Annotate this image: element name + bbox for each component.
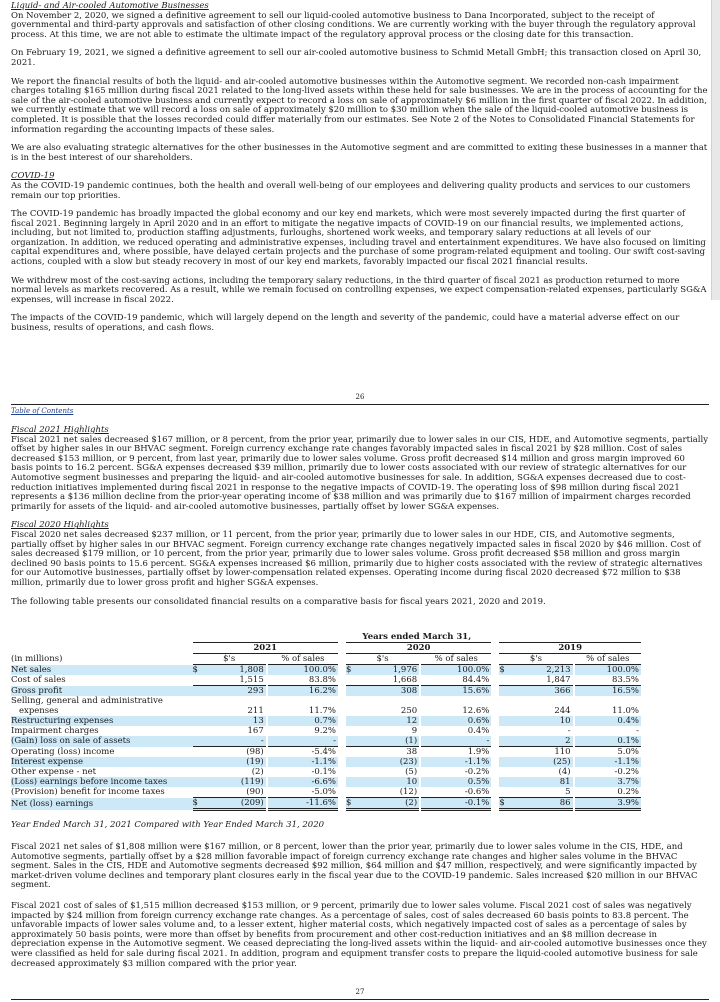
cell-v2: 250: [400, 706, 418, 716]
table-row: [11, 798, 641, 810]
cell-p3: [575, 696, 641, 706]
cell-c1: $: [193, 798, 203, 810]
cell-c1: [193, 726, 203, 736]
cell-v3: 366: [509, 686, 572, 697]
cell-p2: -1.1%: [421, 757, 491, 767]
cell-c2: $: [346, 798, 356, 810]
table-super-header: Years ended March 31,: [362, 632, 472, 642]
cell-v2: 308: [356, 686, 419, 697]
table-row: [11, 757, 641, 767]
cell-v3: 110: [554, 747, 571, 757]
table-row: [11, 767, 641, 777]
cell-v2: 10: [356, 777, 419, 787]
page-bottom-rule: [11, 999, 709, 1000]
cell-c1: [193, 675, 203, 686]
row-label: Operating (loss) income: [11, 746, 115, 757]
paragraph-dana-sale: On November 2, 2020, we signed a definitive agreement to sell our liquid-cooled automotive business to Dana Incorporated, subject to the receipt of governmental and third-party approvals and satisfaction of other closing conditions. We are currently working with the buyer through the regulatory approval process. At this time, we are not able to estimate the ultimate impact of the regulatory approval process or the closing date for this transaction.: [11, 10, 696, 40]
section-title-liquid-air: Liquid- and Air-cooled Automotive Businesses: [11, 1, 209, 11]
cell-p1: [268, 696, 338, 706]
cell-c2: [346, 736, 356, 747]
cell-p2: [421, 696, 491, 706]
cell-p3: -0.2%: [614, 767, 639, 777]
cell-v1: (2): [251, 767, 264, 777]
table-of-contents-link[interactable]: Table of Contents: [11, 407, 74, 415]
cell-c2: [346, 696, 356, 706]
page-26-text: [11, 2, 708, 334]
cell-c1: $: [193, 665, 203, 676]
page-number-27: 27: [355, 988, 365, 996]
cell-p2: -: [421, 736, 491, 747]
cell-p1: 9.2%: [314, 726, 336, 736]
paragraph-covid-priorities: As the COVID-19 pandemic continues, both the health and overall well-being of our employees and delivering quality products and services to our customers remain our top priorities.: [11, 180, 691, 201]
table-row: [11, 696, 641, 706]
cell-c3: [499, 706, 509, 716]
cell-p3: 0.1%: [575, 736, 641, 747]
cell-v3: 86: [509, 798, 572, 810]
cell-p3: 0.2%: [575, 787, 641, 798]
paragraph-cost-saving-withdrawn: We withdrew most of the cost-saving actions, including the temporary salary reductions, in the third quarter of fiscal 2021 as production returned to more normal levels as markets recovered. As a result, while we remain focused on controlling expenses, we expect compensation-related expenses, particularly SG&A expenses, will increase in fiscal 2022.: [11, 275, 707, 305]
cell-p3: -1.1%: [575, 757, 641, 767]
cell-v3: (4): [558, 767, 571, 777]
cell-p1: 83.8%: [268, 675, 338, 686]
cell-c1: [193, 696, 203, 706]
table-row: [11, 747, 641, 758]
cell-c3: [499, 767, 509, 777]
cell-v1: -: [203, 736, 266, 747]
cell-v2: 12: [356, 716, 419, 726]
row-label: Other expense - net: [11, 767, 97, 777]
cell-p2: 84.4%: [421, 675, 491, 686]
section-title-fiscal-2020: Fiscal 2020 Highlights: [11, 520, 109, 531]
cell-v1: (98): [246, 747, 264, 757]
financial-results-table: [11, 632, 641, 811]
cell-p1: 11.7%: [308, 706, 336, 716]
cell-v1: 167: [247, 726, 264, 736]
cell-c2: [346, 787, 356, 798]
cell-v2: 1,976: [356, 665, 419, 676]
section-title-fiscal-2021: Fiscal 2021 Highlights: [11, 425, 109, 435]
page-break-rule: [11, 404, 709, 405]
cell-v2: (2): [356, 798, 419, 810]
cell-c2: [346, 767, 356, 777]
year-header-2020: 2020: [346, 643, 491, 654]
row-label: Cost of sales: [11, 675, 66, 686]
units-label: (in millions): [11, 654, 63, 664]
row-label: Interest expense: [11, 757, 190, 767]
row-label: (Loss) earnings before income taxes: [11, 777, 190, 787]
row-label: (Gain) loss on sale of assets: [11, 736, 190, 747]
section-title-covid: COVID-19: [11, 171, 55, 182]
cell-p2: -0.2%: [464, 767, 490, 777]
paragraph-fiscal-2021: Fiscal 2021 net sales decreased $167 million, or 8 percent, from the prior year, primarily due to lower sales in our CIS, HDE, and Automotive segments, partially offset by higher sales in our BHVAC segment. Foreign currency exchange rate changes favorably impacted sales in fiscal 2021 by $28 million. Cost of sales decreased $153 million, or 9 percent, from last year, primarily due to lower sales volume. Gross profit decreased $14 million and gross margin improved 60 basis points to 16.2 percent. SG&A expenses decreased $39 million, primarily due to lower costs associated with our review of strategic alternatives for our Automotive segment businesses and preparing the liquid- and air-cooled automotive businesses for sale. In addition, SG&A expenses decreased due to cost-reduction initiatives implemented during fiscal 2021 in response to the negative impacts of COVID-19. The operating loss of $98 million during fiscal 2021 represents a $136 million decline from the prior-year operating income of $38 million and was primarily due to $167 million of impairment charges recorded primarily for assets of the liquid- and air-cooled automotive businesses, partially offset by lower SG&A expenses.: [11, 434, 709, 512]
paragraph-net-sales: Fiscal 2021 net sales of $1,808 million were $167 million, or 8 percent, lower than the prior year, primarily due to lower sales volume in the CIS, HDE, and Automotive segments, partially offset by a $28 million favorable impact of foreign currency exchange rate changes and higher sales volume in the BHVAC segment. Sales in the CIS, HDE and Automotive segments decreased $92 million, $64 million and $47 million, respectively, and were significantly impacted by market-driven volume declines and temporary plant closures early in the fiscal year due to the COVID-19 pandemic. Sales increased $20 million in our BHVAC segment.: [11, 842, 698, 891]
cell-v1: 211: [247, 706, 264, 716]
cell-v3: (25): [509, 757, 572, 767]
paragraph-covid-adverse-effect: The impacts of the COVID-19 pandemic, which will largely depend on the length and severity of the pandemic, could have a material adverse effect on our business, results of operations, and cash flows.: [11, 313, 680, 334]
paragraph-cost-of-sales: Fiscal 2021 cost of sales of $1,515 million decreased $153 million, or 9 percent, primarily due to lower sales volume. Fiscal 2021 cost of sales was negatively impacted by $24 million from foreign currency exchange rate changes. As a percentage of sales, cost of sales decreased 60 basis points to 83.8 percent. The unfavorable impacts of lower sales volume and, to a lesser extent, higher material costs, which negatively impacted cost of sales as a percentage of sales by approximately 50 basis points, were more than offset by benefits from procurement and other cost-reduction initiatives and an $8 million decrease in depreciation expense in the Automotive segment. We ceased depreciating the long-lived assets within the liquid- and air-cooled automotive businesses once they were classified as held for sale during fiscal 2021. In addition, program and equipment transfer costs to prepare the liquid-cooled automotive business for sale decreased approximately $3 million compared with the prior year.: [11, 901, 707, 969]
cell-p1: -11.6%: [268, 798, 338, 810]
row-label: Selling, general and administrative: [11, 696, 163, 706]
cell-p2: 0.6%: [421, 716, 491, 726]
cell-p2: 100.0%: [421, 665, 491, 676]
cell-v2: (5): [405, 767, 418, 777]
cell-v3: 2,213: [509, 665, 572, 676]
cell-p1: -: [268, 736, 338, 747]
cell-p3: 3.7%: [575, 777, 641, 787]
cell-c3: $: [499, 798, 509, 810]
col-header-pct: % of sales: [575, 654, 641, 665]
cell-c3: [499, 696, 509, 706]
cell-v2: [356, 696, 419, 706]
cell-v1: 293: [203, 686, 266, 697]
cell-p1: -1.1%: [268, 757, 338, 767]
cell-p2: 0.4%: [467, 726, 490, 736]
cell-p2: -0.1%: [421, 798, 491, 810]
cell-c2: [346, 706, 356, 716]
cell-p1: 100.0%: [268, 665, 338, 676]
cell-v1: [203, 696, 266, 706]
cell-c1: [193, 747, 203, 758]
col-header-dollars: $'s: [499, 654, 572, 665]
cell-c2: [346, 686, 356, 697]
cell-p2: 15.6%: [421, 686, 491, 697]
cell-p3: -: [636, 726, 639, 736]
cell-v1: (119): [203, 777, 266, 787]
cell-p3: 16.5%: [575, 686, 641, 697]
table-row: [11, 675, 641, 686]
cell-p1: 16.2%: [268, 686, 338, 697]
cell-v3: 1,847: [509, 675, 572, 686]
cell-p1: -5.4%: [311, 747, 336, 757]
cell-c3: [499, 675, 509, 686]
cell-c2: [346, 747, 356, 758]
cell-v3: 5: [509, 787, 572, 798]
cell-p3: 0.4%: [575, 716, 641, 726]
paragraph-schmid-sale: On February 19, 2021, we signed a definitive agreement to sell our air-cooled automotive business to Schmid Metall GmbH; this transaction closed on April 30, 2021.: [11, 48, 702, 68]
cell-v1: (90): [203, 787, 266, 798]
cell-p1: -0.1%: [311, 767, 336, 777]
cell-c2: [346, 757, 356, 767]
table-row: [11, 787, 641, 798]
year-header-2019: 2019: [499, 643, 641, 654]
cell-c2: [346, 726, 356, 736]
cell-p2: 12.6%: [462, 706, 490, 716]
cell-v2: 9: [411, 726, 418, 736]
cell-v3: 2: [509, 736, 572, 747]
cell-c3: [499, 736, 509, 747]
cell-c2: [346, 675, 356, 686]
scrollbar[interactable]: [711, 0, 720, 300]
row-label: Net (loss) earnings: [11, 798, 190, 810]
cell-v3: 10: [509, 716, 572, 726]
cell-p1: 0.7%: [268, 716, 338, 726]
cell-c3: [499, 757, 509, 767]
cell-p3: 11.0%: [611, 706, 639, 716]
cell-c1: [193, 767, 203, 777]
cell-v3: -: [567, 726, 571, 736]
row-label: Impairment charges: [11, 726, 99, 736]
cell-v2: 1,668: [356, 675, 419, 686]
paragraph-impairment: We report the financial results of both the liquid- and air-cooled automotive businesses within the Automotive segment. We recorded non-cash impairment charges totaling $165 million during fiscal 2021 related to the long-lived assets within these held for sale businesses. We are in the process of accounting for the sale of the air-cooled automotive business and currently expect to record a loss on sale of approximately $6 million in the first quarter of fiscal 2022. In addition, we currently estimate that we will record a loss on sale of approximately $20 million to $30 million when the sale of the liquid-cooled automotive business is completed. It is possible that the losses recorded could differ materially from our estimates. See Note 2 of the Notes to Consolidated Financial Statements for information regarding the accounting impacts of these sales.: [11, 76, 708, 135]
cell-v2: (23): [356, 757, 419, 767]
col-header-pct: % of sales: [268, 654, 338, 665]
cell-p2: 0.5%: [421, 777, 491, 787]
paragraph-strategic-alternatives: We are also evaluating strategic alternatives for the other businesses in the Automotive segment and are committed to exiting these businesses in a manner that is in the best interest of our shareholders.: [11, 143, 708, 163]
col-header-dollars: $'s: [193, 654, 266, 665]
cell-p3: 3.9%: [575, 798, 641, 810]
cell-c3: [499, 686, 509, 697]
cell-c1: [193, 706, 203, 716]
cell-p2: 1.9%: [467, 747, 490, 757]
col-header-pct: % of sales: [421, 654, 491, 665]
table-row: [11, 706, 641, 716]
table-row: [11, 716, 641, 726]
cell-c1: [193, 736, 203, 747]
paragraph-covid-impact: The COVID-19 pandemic has broadly impacted the global economy and our key end markets, which were most severely impacted during the first quarter of fiscal 2021. Beginning largely in April 2020 and in an effort to mitigate the negative impacts of COVID-19 on our financial results, we implemented actions, including, but not limited to, production staffing adjustments, furloughs, shortened work weeks, and temporary salary reductions at all levels of our organization. In addition, we reduced operating and administrative expenses, including travel and entertainment expenditures. We have also focused on limiting capital expenditures and, where possible, have delayed certain projects and the purchase of some program-related equipment and tooling. Our swift cost-saving actions, coupled with a slow but steady recovery in most of our key end markets, favorably impacted our fiscal 2021 financial results.: [11, 209, 706, 268]
table-row: [11, 686, 641, 697]
row-label: Net sales: [11, 665, 190, 676]
cell-p3: 100.0%: [575, 665, 641, 676]
table-row: [11, 777, 641, 787]
cell-c3: [499, 777, 509, 787]
row-label: (Provision) benefit for income taxes: [11, 787, 165, 798]
table-row: [11, 726, 641, 736]
cell-p3: 5.0%: [617, 747, 639, 757]
page-number-26: 26: [355, 393, 365, 401]
cell-c3: [499, 747, 509, 758]
cell-c3: [499, 726, 509, 736]
cell-c2: [346, 716, 356, 726]
table-row: [11, 665, 641, 676]
cell-v1: 1,808: [203, 665, 266, 676]
cell-p3: 83.5%: [575, 675, 641, 686]
comparison-title: Year Ended March 31, 2021 Compared with Year Ended March 31, 2020: [11, 820, 325, 830]
cell-c1: [193, 787, 203, 798]
cell-c1: [193, 716, 203, 726]
paragraph-fiscal-2020: Fiscal 2020 net sales decreased $237 million, or 11 percent, from the prior year, primarily due to lower sales in our HDE, CIS, and Automotive segments, partially offset by higher sales in our BHVAC segment. Foreign currency exchange rate changes negatively impacted sales in fiscal 2020 by $46 million. Cost of sales decreased $179 million, or 10 percent, from the prior year, primarily due to lower sales volume. Gross profit decreased $58 million and gross margin declined 90 basis points to 15.6 percent. SG&A expenses increased $6 million, primarily due to higher costs associated with the review of strategic alternatives for our Automotive businesses, partially offset by lower-compensation related expenses. Operating income during fiscal 2020 decreased $72 million to $38 million, primarily due to lower gross profit and higher SG&A expenses.: [11, 529, 703, 588]
cell-v1: 1,515: [203, 675, 266, 686]
cell-c2: $: [346, 665, 356, 676]
cell-v1: (19): [203, 757, 266, 767]
cell-c1: [193, 777, 203, 787]
cell-v2: 38: [406, 747, 418, 757]
col-header-dollars: $'s: [346, 654, 419, 665]
row-label: Restructuring expenses: [11, 716, 190, 726]
cell-v3: [509, 696, 572, 706]
row-label: expenses: [19, 706, 59, 716]
cell-c1: [193, 686, 203, 697]
cell-v3: 244: [554, 706, 571, 716]
cell-p2: -0.6%: [421, 787, 491, 798]
cell-c3: [499, 716, 509, 726]
cell-v2: (1): [356, 736, 419, 747]
cell-c1: [193, 757, 203, 767]
cell-v1: 13: [203, 716, 266, 726]
paragraph-table-intro: The following table presents our consolidated financial results on a comparative basis for fiscal years 2021, 2020 and 2019.: [11, 596, 546, 607]
cell-v3: 81: [509, 777, 572, 787]
cell-p1: -5.0%: [268, 787, 338, 798]
cell-v2: (12): [356, 787, 419, 798]
cell-p1: -6.6%: [268, 777, 338, 787]
cell-c3: [499, 787, 509, 798]
cell-v1: (209): [203, 798, 266, 810]
cell-c2: [346, 777, 356, 787]
year-header-2021: 2021: [193, 643, 338, 654]
row-label: Gross profit: [11, 686, 190, 697]
table-row: [11, 736, 641, 747]
cell-c3: $: [499, 665, 509, 676]
page-27-text: [11, 426, 708, 607]
